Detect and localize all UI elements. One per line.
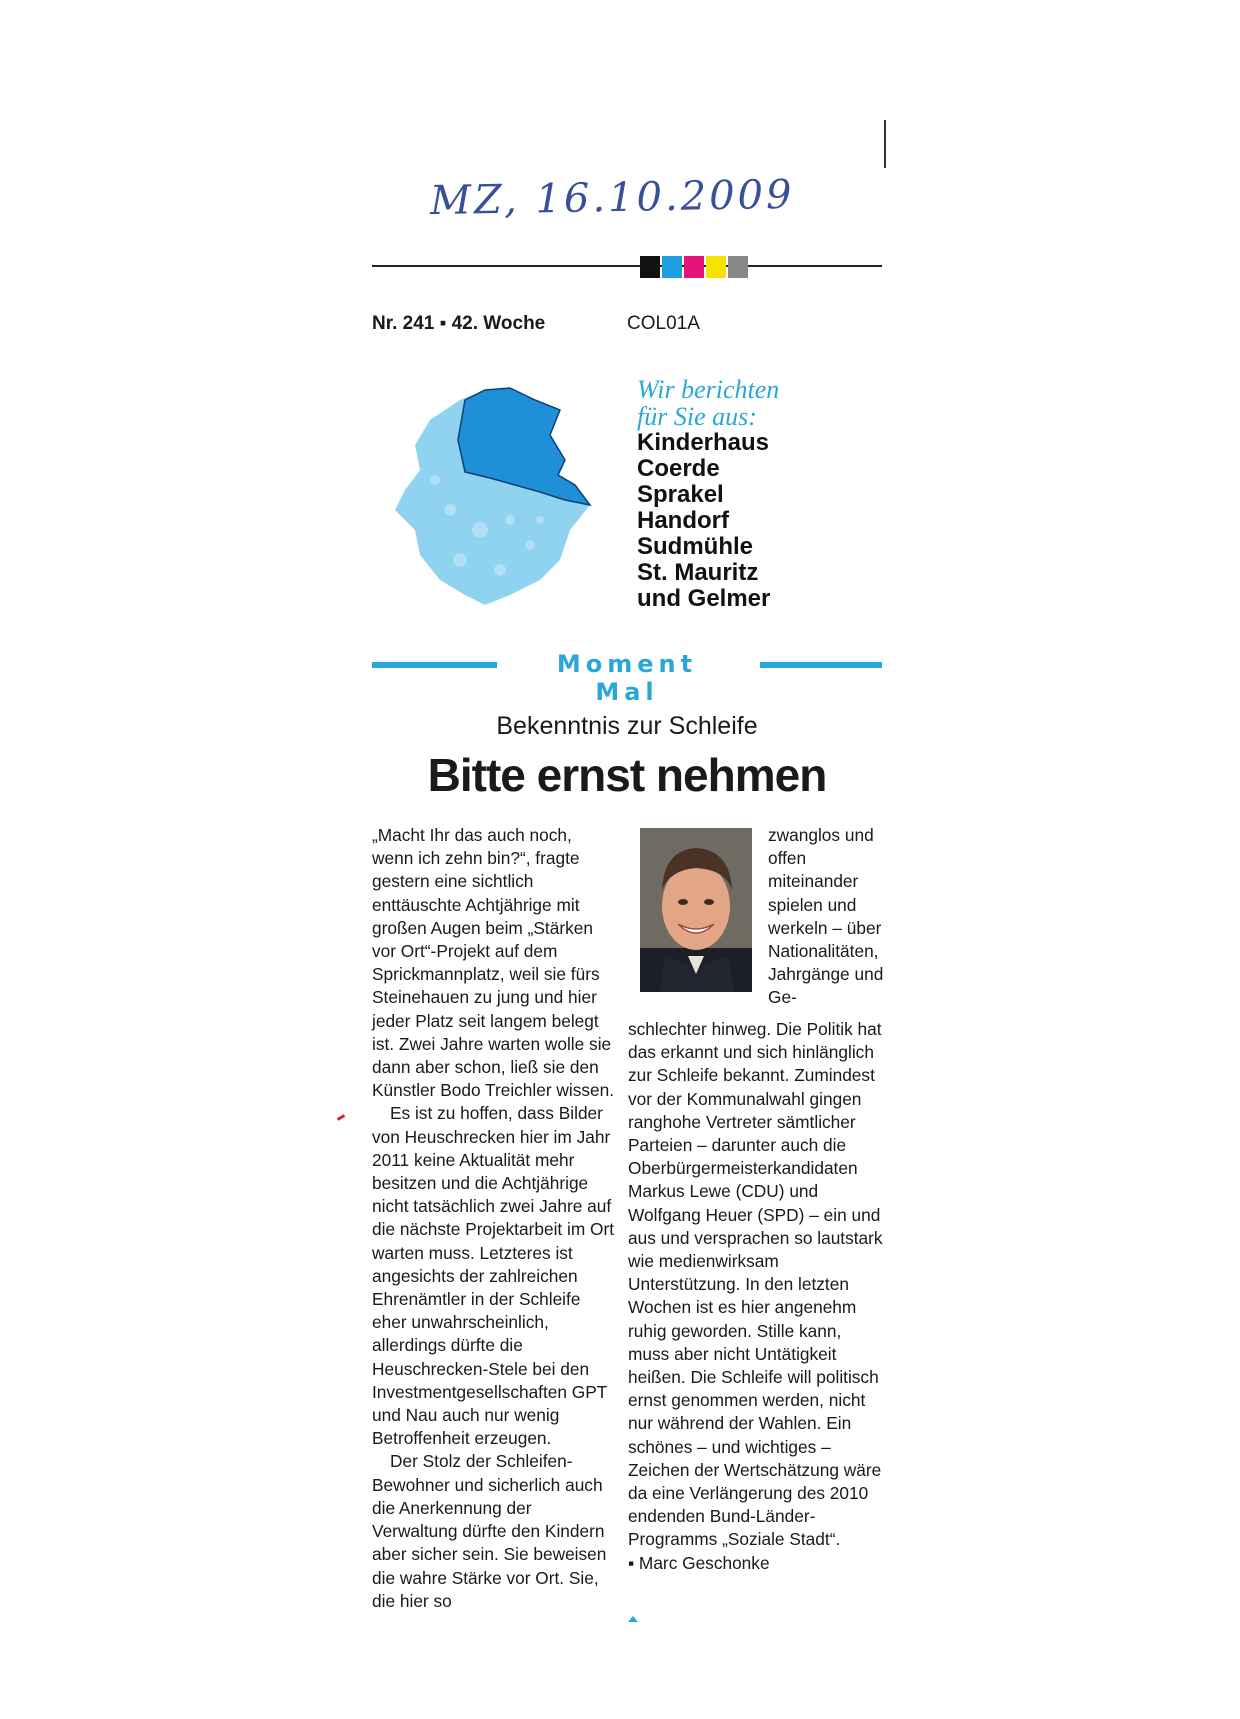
color-swatch-cyan <box>662 256 682 278</box>
article-paragraph: Es ist zu hoffen, dass Bilder von Heuschrecken hier im Jahr 2011 keine Aktualität mehr besitzen und die Achtjährige nicht tatsächlich zwei Jahre auf die nächste Projektarbeit im Ort warten muss. Letzteres ist angesichts der zahlreichen Ehrenämtler in der Schleife eher unwahrscheinlich, allerdings dürfte die Heuschrecken-Stele bei den Investmentgesellschaften GPT und Nau auch nur wenig Betroffenheit erzeugen. <box>372 1103 615 1449</box>
page-code: COL01A <box>627 313 700 334</box>
district-item: St. Mauritz <box>637 559 759 586</box>
banner-line-left <box>372 662 497 668</box>
district-item: und Gelmer <box>637 585 771 612</box>
author-photo <box>640 828 752 992</box>
banner-line-right <box>760 662 882 668</box>
district-map-illustration <box>390 380 620 610</box>
district-item: Sudmühle <box>637 533 754 560</box>
article-paragraph: zwanglos und offen miteinander spielen und werkeln – über Nationalitäten, Jahrgänge und Ge- <box>768 825 884 1008</box>
district-item: Sprakel <box>637 481 724 508</box>
article-author: ▪ Marc Geschonke <box>628 1552 770 1573</box>
district-list <box>637 430 779 612</box>
color-swatch-grey <box>728 256 748 278</box>
color-swatch-yellow <box>706 256 726 278</box>
article-column-right-top <box>768 824 885 1010</box>
top-rule <box>372 265 882 267</box>
coverage-heading-line1: Wir berichten <box>637 375 780 404</box>
district-item: Handorf <box>637 507 729 534</box>
article-headline: Bitte ernst nehmen <box>427 749 827 801</box>
coverage-heading-line2: für Sie aus: <box>637 402 757 431</box>
crop-mark <box>884 120 886 168</box>
article-paragraph: schlechter hinweg. Die Politik hat das erkannt und sich hinlänglich zur Schleife bekannt. Zumindest vor der Kommunalwahl gingen ranghohe Vertreter sämtlicher Parteien – darunter auch die Oberbürgermeisterkandidaten Markus Lewe (CDU) und Wolfgang Heuer (SPD) – ein und aus und versprachen so lautstark wie medienwirksam Unterstützung. In den letzten Wochen ist es hier angenehm ruhig geworden. Stille kann, muss aber nicht Untätigkeit heißen. Die Schleife will politisch ernst genommen werden, nicht nur während der Wahlen. Ein schönes – und wichtiges – Zeichen der Wertschätzung wäre da eine Verlängerung des 2010 endenden Bund-Länder-Programms „Soziale Stadt“. <box>628 1019 883 1550</box>
article-paragraph: Der Stolz der Schleifen-Bewohner und sicherlich auch die Anerkennung der Verwaltung dürfte den Kindern aber sicher sein. Sie beweisen die wahre Stärke vor Ort. Sie, die hier so <box>372 1451 607 1611</box>
section-title: Moment Mal <box>556 650 698 706</box>
color-swatch-black <box>640 256 660 278</box>
article-kicker: Bekenntnis zur Schleife <box>496 712 758 740</box>
handwritten-date-note: MZ, 16.10.2009 <box>429 171 795 225</box>
red-ink-mark <box>337 1114 345 1121</box>
color-swatch-magenta <box>684 256 704 278</box>
print-color-bar <box>640 256 750 278</box>
district-item: Coerde <box>637 455 720 482</box>
article-column-left <box>372 824 617 1613</box>
coverage-box <box>637 376 779 612</box>
district-item: Kinderhaus <box>637 429 770 456</box>
article-paragraph: „Macht Ihr das auch noch, wenn ich zehn bin?“, fragte gestern eine sichtlich enttäuschte Achtjährige mit großen Augen beim „Stärken vor Ort“-Projekt auf dem Sprickmannplatz, weil sie fürs Steinehauen zu jung und hier jeder Platz seit langem belegt ist. Zwei Jahre warten wolle sie dann aber schon, ließ sie den Künstler Bodo Treichler wissen. <box>372 825 615 1101</box>
section-banner <box>372 650 882 706</box>
page-marker <box>628 1616 638 1622</box>
issue-number-week: Nr. 241 ▪ 42. Woche <box>372 313 546 334</box>
article-column-right <box>628 1018 885 1575</box>
